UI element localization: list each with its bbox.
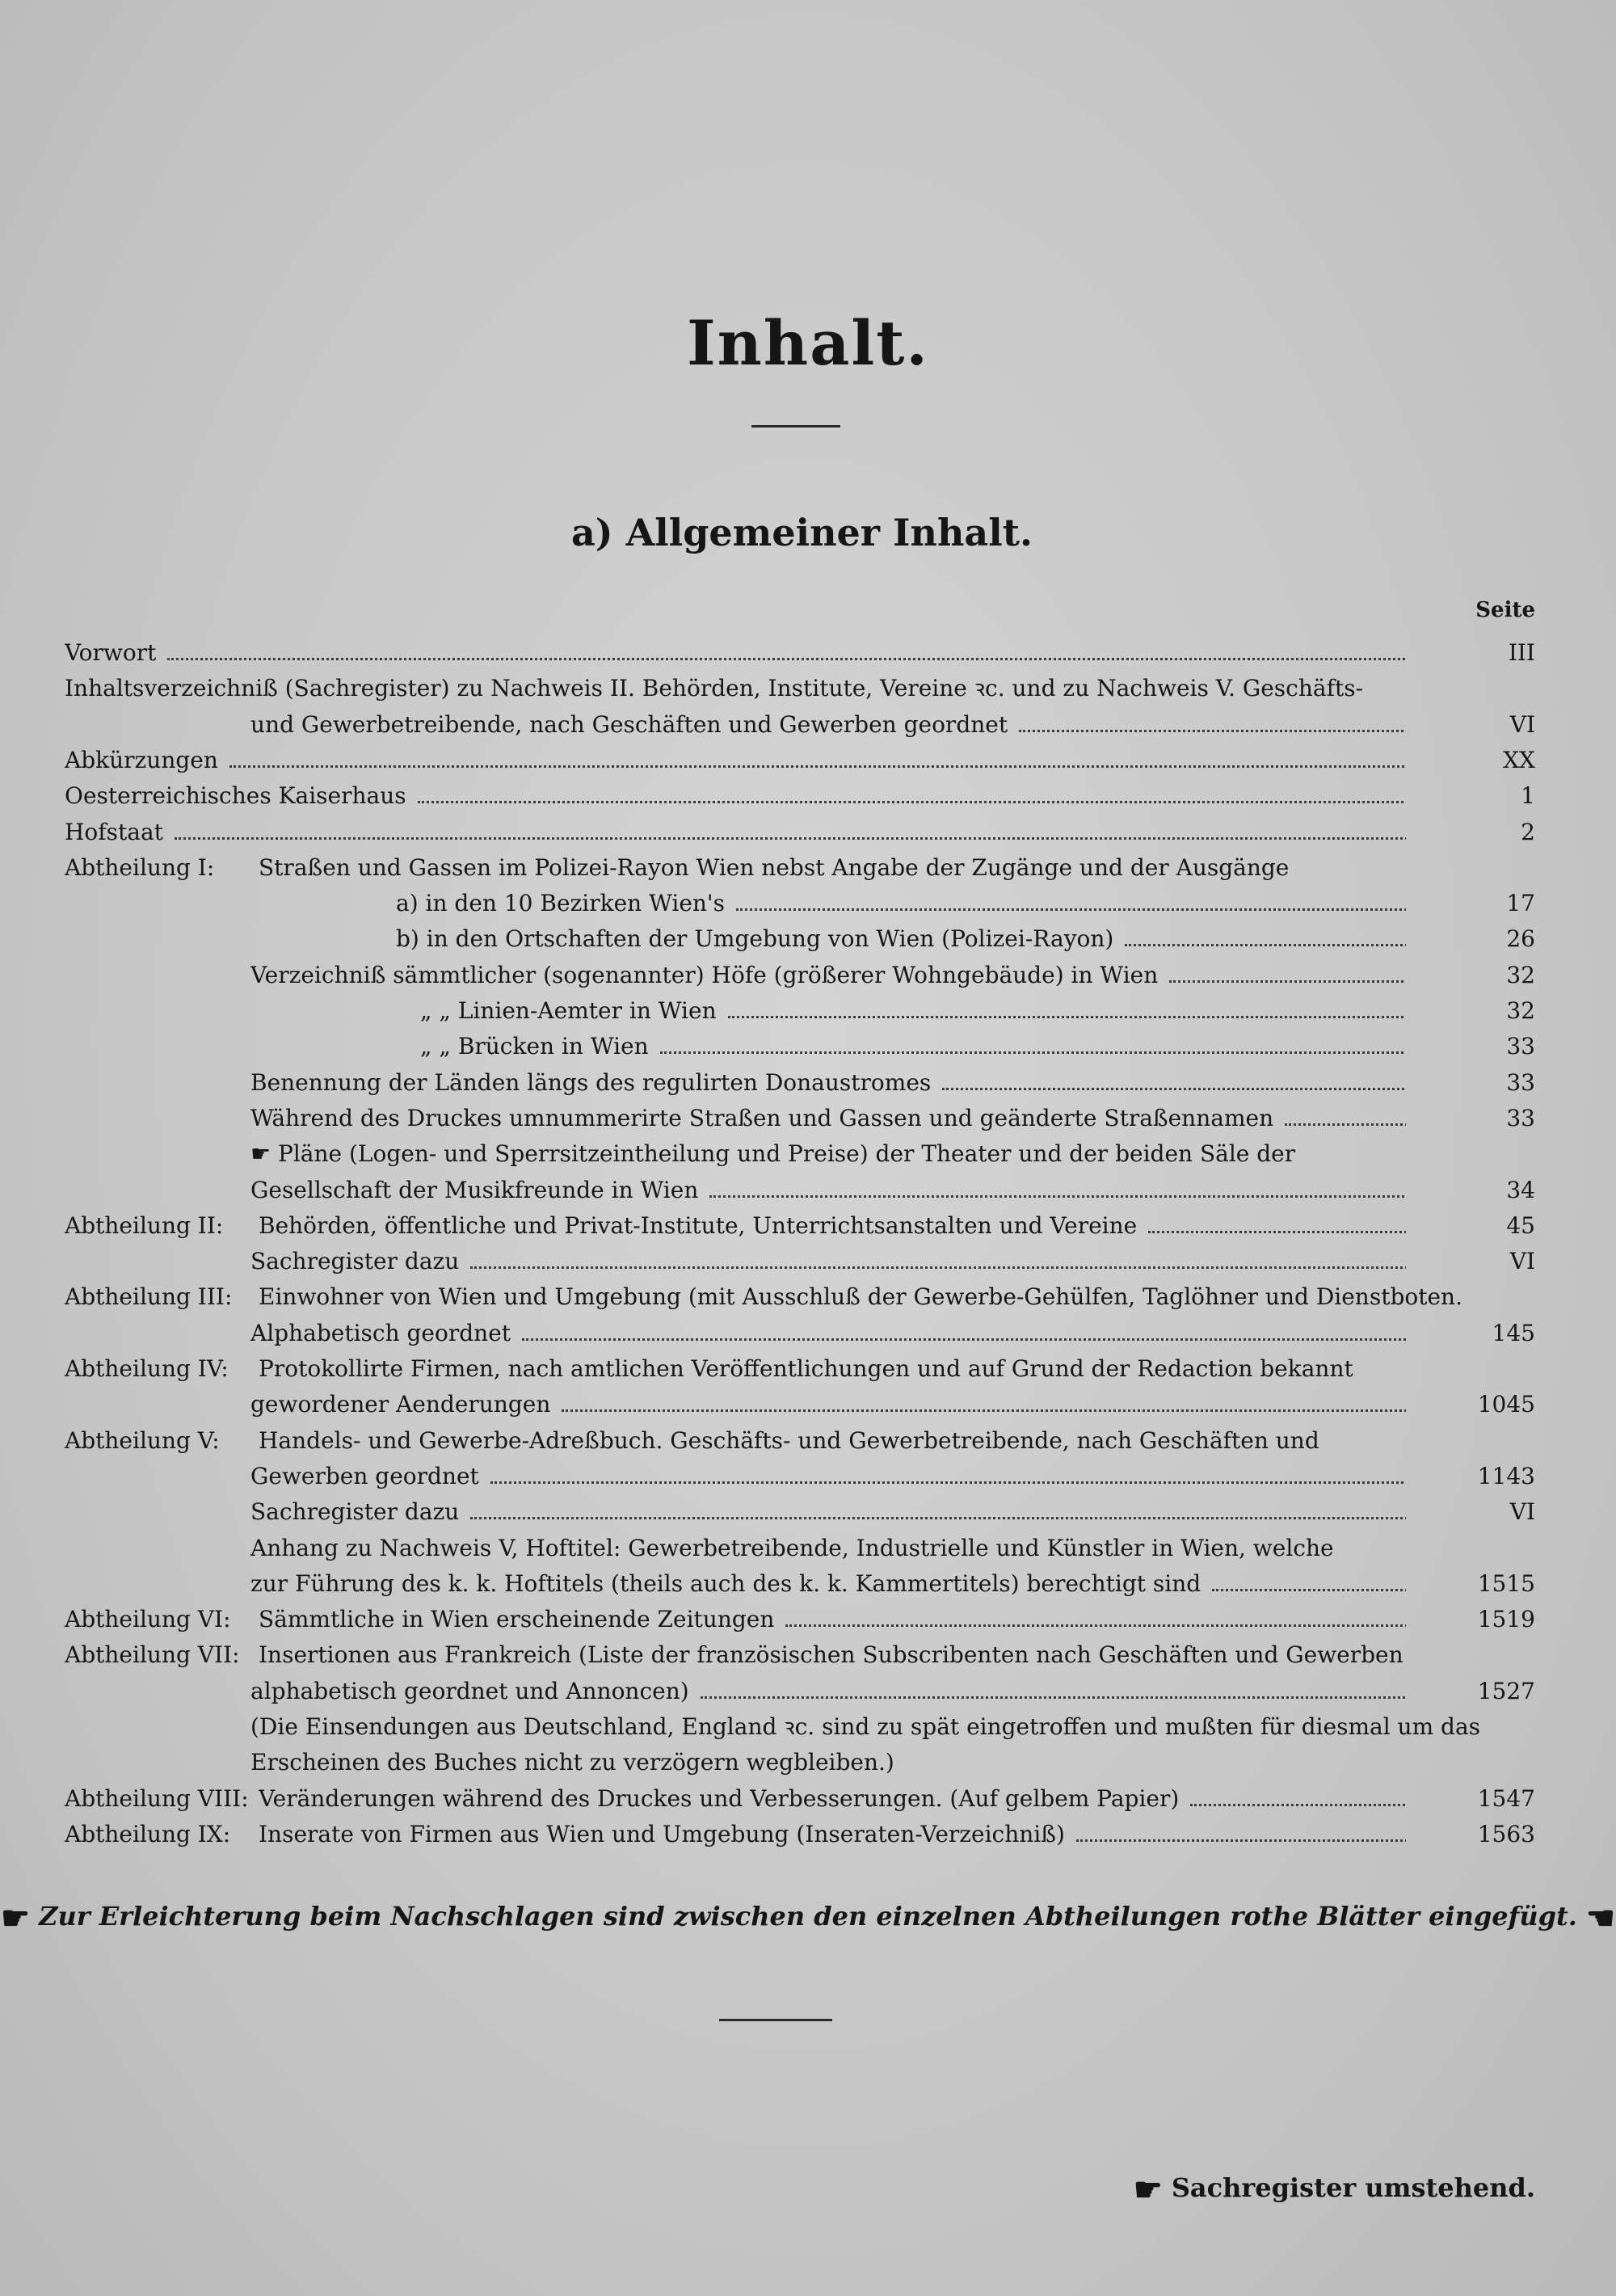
toc-page-number: XX [1503, 747, 1535, 773]
toc-page-number: 1519 [1477, 1606, 1535, 1632]
toc-page-number: 32 [1506, 962, 1535, 988]
toc-section-label: Abtheilung III: [65, 1283, 233, 1310]
toc-row [0, 850, 1616, 886]
footer-text: Sachregister umstehend. [1171, 2172, 1535, 2203]
dot-leader [736, 900, 1406, 911]
dot-leader [470, 1509, 1406, 1519]
toc-page-number: 145 [1492, 1320, 1535, 1346]
toc-row [0, 1173, 1616, 1208]
toc-row [0, 1566, 1616, 1602]
toc-entry-text: zur Führung des k. k. Hoftitels (theils auch des k. k. Kammertitels) berechtigt sind [250, 1566, 1406, 1602]
dot-leader [562, 1401, 1406, 1412]
toc-row [0, 1602, 1616, 1637]
bottom-rule [719, 2019, 832, 2021]
notice-text: Zur Erleichterung beim Nachschlagen sind zwischen den einzelnen Abtheilungen rothe Blätter eingefügt. [39, 1901, 1577, 1932]
toc-row [0, 1423, 1616, 1459]
toc-section-label: Abtheilung II: [65, 1212, 224, 1239]
dot-leader [1190, 1796, 1406, 1806]
toc-page-number: 17 [1506, 890, 1535, 916]
toc-page-number: 33 [1506, 1033, 1535, 1060]
toc-row [0, 1244, 1616, 1279]
toc-page-number: 45 [1506, 1212, 1535, 1239]
toc-entry-text: Erscheinen des Buches nicht zu verzögern wegbleiben.) [250, 1749, 894, 1776]
dot-leader [660, 1043, 1406, 1054]
pointing-hand-icon: ☛ [1133, 2171, 1163, 2209]
dot-leader [1285, 1115, 1406, 1126]
toc-page-number: III [1508, 639, 1535, 666]
dot-leader [418, 793, 1406, 803]
toc-section-label: Abtheilung IV: [65, 1355, 229, 1382]
toc-section-label: Abtheilung IX: [65, 1821, 231, 1847]
toc-entry-text: Vorwort [65, 635, 1406, 671]
toc-entry-text: Sämmtliche in Wien erscheinende Zeitungen [259, 1602, 1406, 1637]
toc-entry-text: und Gewerbetreibende, nach Geschäften und Gewerben geordnet [250, 707, 1406, 743]
dot-leader [1148, 1223, 1406, 1233]
toc-page-number: 33 [1506, 1069, 1535, 1096]
toc-entry-text: ☛ Pläne (Logen- und Sperrsitzeintheilung und Preise) der Theater und der beiden Säle der [250, 1140, 1296, 1167]
page-title: Inhalt. [687, 307, 929, 379]
toc-page-number: 1563 [1477, 1821, 1535, 1847]
toc-entry-text: alphabetisch geordnet und Annoncen) [250, 1674, 1406, 1709]
toc-row [0, 815, 1616, 850]
footer-note [1115, 2171, 1535, 2209]
toc-row [0, 1279, 1616, 1315]
toc-entry-text: a) in den 10 Bezirken Wien's [396, 886, 1406, 921]
dot-leader [728, 1008, 1406, 1018]
toc-entry-text: b) in den Ortschaften der Umgebung von Wien (Polizei-Rayon) [396, 921, 1406, 957]
toc-page-number: 1143 [1477, 1463, 1535, 1489]
toc-row [0, 1387, 1616, 1422]
toc-row [0, 1637, 1616, 1673]
toc-row [0, 1745, 1616, 1780]
dot-leader [1212, 1581, 1406, 1591]
toc-row [0, 707, 1616, 743]
pointing-hand-icon: ☚ [1586, 1899, 1615, 1937]
dot-leader [785, 1616, 1406, 1627]
toc-page-number: 1045 [1477, 1391, 1535, 1418]
toc-row [0, 1351, 1616, 1387]
dot-leader [175, 829, 1406, 840]
toc-row [0, 958, 1616, 993]
toc-entry-text: Inhaltsverzeichniß (Sachregister) zu Nachweis II. Behörden, Institute, Vereine ꝛc. und zu Nachweis V. Geschäfts- [65, 675, 1364, 701]
toc-entry-text: „ „ Linien-Aemter in Wien [420, 993, 1406, 1029]
dot-leader [522, 1330, 1406, 1341]
toc-page-number: VI [1509, 711, 1535, 738]
toc-entry-text: Alphabetisch geordnet [250, 1316, 1406, 1351]
dot-leader [490, 1473, 1406, 1484]
dot-leader [229, 757, 1406, 768]
toc-entry-text: Protokollirte Firmen, nach amtlichen Veröffentlichungen und auf Grund der Redaction bekannt [259, 1355, 1353, 1382]
toc-entry-text: Oesterreichisches Kaiserhaus [65, 778, 1406, 814]
toc-row [0, 1531, 1616, 1566]
toc-entry-text: Hofstaat [65, 815, 1406, 850]
toc-entry-text: Inserate von Firmen aus Wien und Umgebung (Inseraten-Verzeichniß) [259, 1817, 1406, 1852]
toc-row [0, 1494, 1616, 1530]
toc-entry-text: Sachregister dazu [250, 1494, 1406, 1530]
dot-leader [1076, 1831, 1406, 1842]
toc-section-label: Abtheilung V: [65, 1427, 220, 1454]
toc-row [0, 778, 1616, 814]
toc-row [0, 1781, 1616, 1817]
toc-row [0, 1208, 1616, 1244]
toc-page-number: 32 [1506, 997, 1535, 1024]
page-column-header: Seite [1475, 598, 1535, 622]
toc-row [0, 921, 1616, 957]
toc-entry-text: Einwohner von Wien und Umgebung (mit Ausschluß der Gewerbe-Gehülfen, Taglöhner und Dienstboten. [259, 1283, 1462, 1310]
toc-page-number: 1515 [1477, 1570, 1535, 1597]
toc-entry-text: Während des Druckes umnummerirte Straßen und Gassen und geänderte Straßennamen [250, 1101, 1406, 1136]
section-heading: a) Allgemeiner Inhalt. [571, 511, 1033, 554]
toc-entry-text: (Die Einsendungen aus Deutschland, England ꝛc. sind zu spät eingetroffen und mußten für diesmal um das [250, 1713, 1481, 1740]
toc-row [0, 886, 1616, 921]
toc-section-label: Abtheilung VII: [65, 1641, 240, 1668]
toc-section-label: Abtheilung VIII: [65, 1785, 249, 1812]
toc-row [0, 1136, 1616, 1172]
toc-entry-text: Veränderungen während des Druckes und Verbesserungen. (Auf gelbem Papier) [259, 1781, 1406, 1817]
toc-entry-text: Benennung der Länden längs des regulirten Donaustromes [250, 1065, 1406, 1101]
toc-row [0, 1817, 1616, 1852]
toc-row [0, 1065, 1616, 1101]
toc-row [0, 993, 1616, 1029]
toc-entry-text: gewordener Aenderungen [250, 1387, 1406, 1422]
toc-entry-text: Gesellschaft der Musikfreunde in Wien [250, 1173, 1406, 1208]
toc-entry-text: Abkürzungen [65, 743, 1406, 778]
toc-row [0, 671, 1616, 706]
toc-page-number: VI [1509, 1498, 1535, 1525]
notice [0, 1899, 1616, 1937]
toc-entry-text: Verzeichniß sämmtlicher (sogenannter) Höfe (größerer Wohngebäude) in Wien [250, 958, 1406, 993]
toc-page-number: 34 [1506, 1177, 1535, 1203]
toc-row [0, 1709, 1616, 1745]
toc-section-label: Abtheilung I: [65, 854, 215, 881]
toc-page-number: 1527 [1477, 1678, 1535, 1704]
toc-entry-text: Gewerben geordnet [250, 1459, 1406, 1494]
dot-leader [167, 650, 1406, 660]
toc-entry-text: Anhang zu Nachweis V, Hoftitel: Gewerbetreibende, Industrielle und Künstler in Wien, welche [250, 1535, 1334, 1561]
dot-leader [709, 1187, 1406, 1198]
toc-page-number: 2 [1521, 819, 1535, 845]
dot-leader [701, 1688, 1406, 1699]
toc-row [0, 1029, 1616, 1064]
toc-entry-text: Handels- und Gewerbe-Adreßbuch. Geschäfts- und Gewerbetreibende, nach Geschäften und [259, 1427, 1319, 1454]
dot-leader [1169, 972, 1406, 983]
toc-page-number: 1547 [1477, 1785, 1535, 1812]
toc-row [0, 743, 1616, 778]
toc-entry-text: Straßen und Gassen im Polizei-Rayon Wien nebst Angabe der Zugänge und der Ausgänge [259, 854, 1290, 881]
toc-entry-text: „ „ Brücken in Wien [420, 1029, 1406, 1064]
toc-page-number: VI [1509, 1248, 1535, 1274]
toc-row [0, 1459, 1616, 1494]
toc-entry-text: Insertionen aus Frankreich (Liste der französischen Subscribenten nach Geschäften und Gewerben [259, 1641, 1403, 1668]
toc-row [0, 1674, 1616, 1709]
dot-leader [1125, 936, 1406, 946]
dot-leader [470, 1258, 1406, 1269]
toc-entry-text: Behörden, öffentliche und Privat-Institute, Unterrichtsanstalten und Vereine [259, 1208, 1406, 1244]
toc-page-number: 26 [1506, 925, 1535, 952]
toc-entry-text: Sachregister dazu [250, 1244, 1406, 1279]
dot-leader [942, 1080, 1406, 1090]
toc-row [0, 635, 1616, 671]
toc-row [0, 1316, 1616, 1351]
toc-page-number: 1 [1521, 782, 1535, 809]
dot-leader [1019, 722, 1406, 732]
pointing-hand-icon: ☛ [1, 1899, 30, 1937]
toc-section-label: Abtheilung VI: [65, 1606, 231, 1632]
toc-page-number: 33 [1506, 1105, 1535, 1131]
toc-row [0, 1101, 1616, 1136]
